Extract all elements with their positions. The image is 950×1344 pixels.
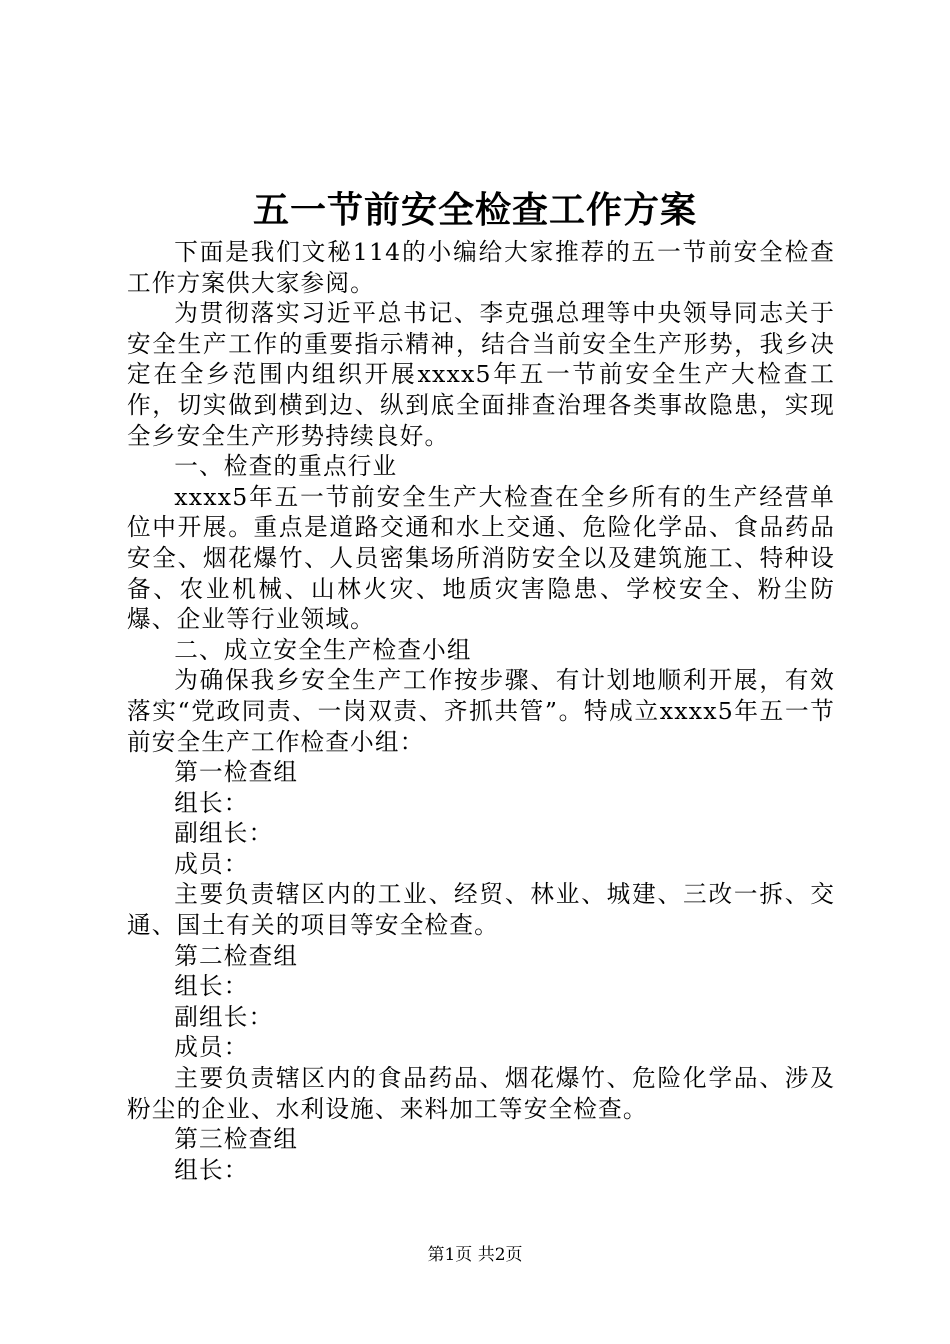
group-2-duties: 主要负责辖区内的食品药品、烟花爆竹、危险化学品、涉及粉尘的企业、水利设施、来料加工等安全检查。	[127, 1064, 835, 1123]
group-3-heading: 第三检查组	[174, 1125, 299, 1154]
group-1-duties: 主要负责辖区内的工业、经贸、林业、城建、三改一拆、交通、国土有关的项目等安全检查。	[127, 880, 835, 940]
group-2-leader: 组长：	[174, 972, 249, 1001]
document-title: 五一节前安全检查工作方案	[252, 189, 697, 231]
paragraph-intro: 下面是我们文秘114的小编给大家推荐的五一节前安全检查工作方案供大家参阅。	[127, 238, 835, 297]
group-2-deputy: 副组长：	[174, 1002, 274, 1031]
group-1-members: 成员：	[174, 849, 249, 878]
group-2-members: 成员：	[174, 1033, 249, 1062]
group-1-leader: 组长：	[174, 788, 249, 817]
paragraph-group-setup: 为确保我乡安全生产工作按步骤、有计划地顺利开展，有效落实“党政同责、一岗双责、齐抓共管”。特成立xxxx5年五一节前安全生产工作检查小组：	[127, 666, 835, 756]
section-heading-1: 一、检查的重点行业	[174, 452, 398, 481]
group-1-deputy: 副组长：	[174, 819, 274, 848]
section-heading-2: 二、成立安全生产检查小组	[174, 635, 472, 664]
group-2-heading: 第二检查组	[174, 941, 299, 970]
paragraph-industries: xxxx5年五一节前安全生产大检查在全乡所有的生产经营单位中开展。重点是道路交通和水上交通、危险化学品、食品药品安全、烟花爆竹、人员密集场所消防安全以及建筑施工、特种设备、农业机械、山林火灾、地质灾害隐患、学校安全、粉尘防爆、企业等行业领域。	[127, 482, 835, 634]
page-number-footer: 第1页 共2页	[427, 1245, 523, 1265]
document-body	[127, 237, 835, 1185]
group-3-leader: 组长：	[174, 1155, 249, 1184]
group-1-heading: 第一检查组	[174, 758, 299, 787]
paragraph-purpose: 为贯彻落实习近平总书记、李克强总理等中央领导同志关于安全生产工作的重要指示精神，结合当前安全生产形势，我乡决定在全乡范围内组织开展xxxx5年五一节前安全生产大检查工作，切实做到横到边、纵到底全面排查治理各类事故隐患，实现全乡安全生产形势持续良好。	[127, 299, 835, 450]
